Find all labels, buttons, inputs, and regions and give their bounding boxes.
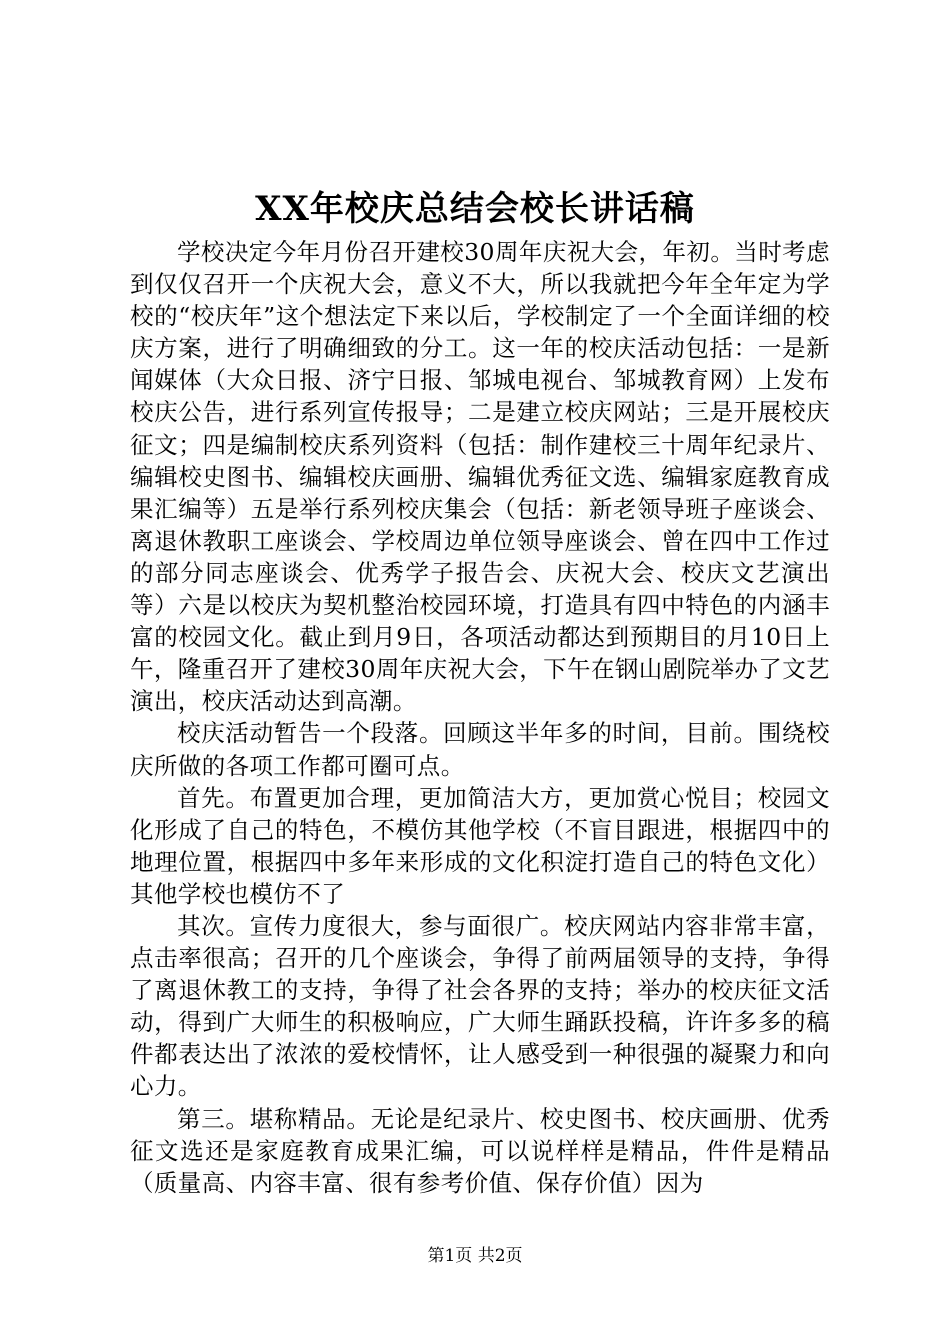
document-title: XX年校庆总结会校长讲话稿 <box>255 189 695 229</box>
paragraph-review: 校庆活动暂告一个段落。回顾这半年多的时间，目前。围绕校庆所做的各项工作都可圈可点。 <box>130 719 830 780</box>
document-body <box>130 236 830 1199</box>
paragraph-second: 其次。宣传力度很大，参与面很广。校庆网站内容非常丰富，点击率很高；召开的几个座谈会，争得了前两届领导的支持，争得了离退休教工的支持，争得了社会各界的支持；举办的校庆征文活动，得到广大师生的积极响应，广大师生踊跃投稿，许许多多的稿件都表达出了浓浓的爱校情怀，让人感受到一种很强的凝聚力和向心力。 <box>130 911 830 1101</box>
paragraph-intro: 学校决定今年月份召开建校30周年庆祝大会，年初。当时考虑到仅仅召开一个庆祝大会，意义不大，所以我就把今年全年定为学校的“校庆年”这个想法定下来以后，学校制定了一个全面详细的校庆方案，进行了明确细致的分工。这一年的校庆活动包括：一是新闻媒体（大众日报、济宁日报、邹城电视台、邹城教育网）上发布校庆公告，进行系列宣传报导；二是建立校庆网站；三是开展校庆征文；四是编制校庆系列资料（包括：制作建校三十周年纪录片、编辑校史图书、编辑校庆画册、编辑优秀征文选、编辑家庭教育成果汇编等）五是举行系列校庆集会（包括：新老领导班子座谈会、离退休教职工座谈会、学校周边单位领导座谈会、曾在四中工作过的部分同志座谈会、优秀学子报告会、庆祝大会、校庆文艺演出等）六是以校庆为契机整治校园环境，打造具有四中特色的内涵丰富的校园文化。截止到月9日，各项活动都达到预期目的月10日上午，隆重召开了建校30周年庆祝大会，下午在钢山剧院举办了文艺演出，校庆活动达到高潮。 <box>130 238 830 716</box>
paragraph-first: 首先。布置更加合理，更加简洁大方，更加赏心悦目；校园文化形成了自己的特色，不模仿其他学校（不盲目跟进，根据四中的地理位置，根据四中多年来形成的文化积淀打造自己的特色文化）其他学校也模仿不了 <box>130 783 830 908</box>
paragraph-third: 第三。堪称精品。无论是纪录片、校史图书、校庆画册、优秀征文选还是家庭教育成果汇编，可以说样样是精品，件件是精品（质量高、内容丰富、很有参考价值、保存价值）因为 <box>130 1104 830 1197</box>
page-number-footer: 第1页 共2页 <box>427 1246 523 1266</box>
